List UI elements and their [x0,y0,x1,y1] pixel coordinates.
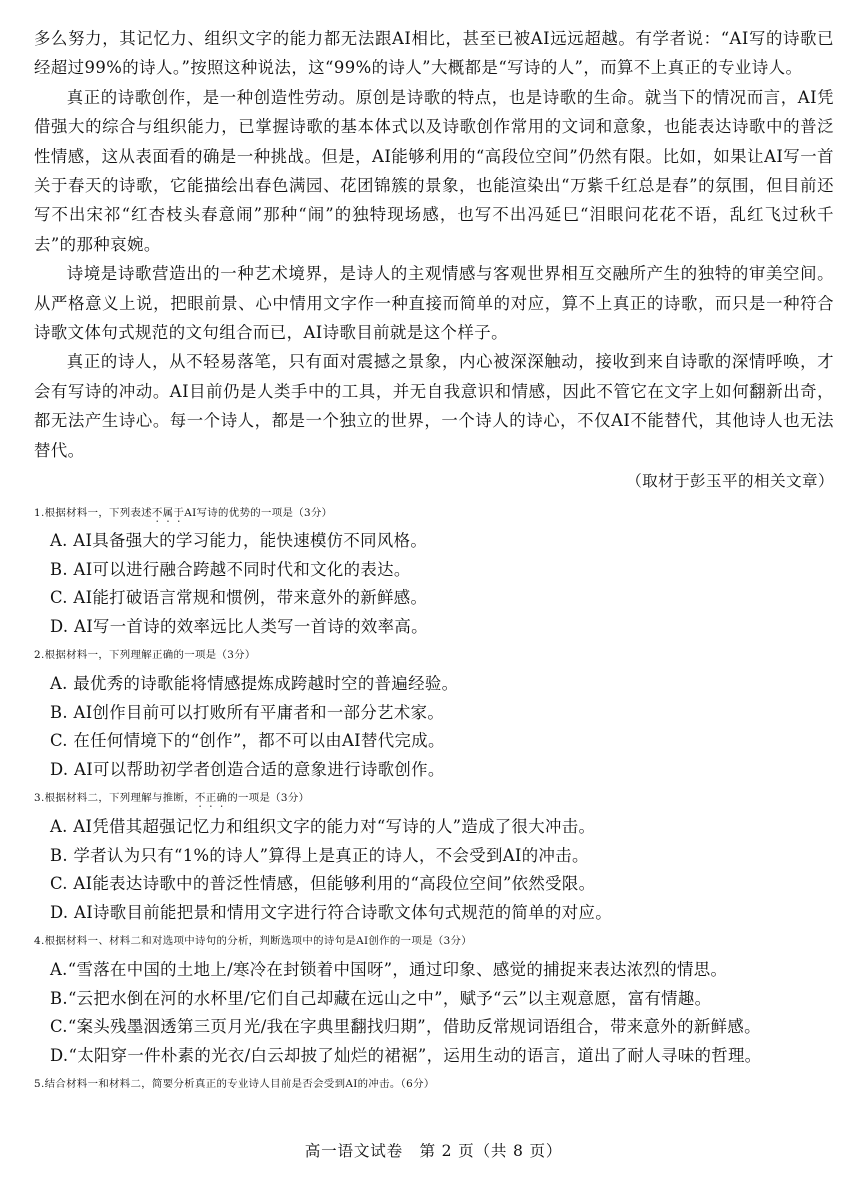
option-a: A. 最优秀的诗歌能将情感提炼成跨越时空的普遍经验。 [50,674,459,694]
question-5 [34,1070,834,1099]
question-stem: 4.根据材料一、材料二和对选项中诗句的分析，判断选项中的诗句是AI创作的一项是（3分） [34,935,473,948]
option-c: C. AI能表达诗歌中的普泛性情感，但能够利用的“高段位空间”依然受限。 [50,874,596,894]
option-b: B. AI创作目前可以打败所有平庸者和一部分艺术家。 [50,702,445,722]
stem-text: AI写诗的优势的一项是（3分） [184,506,333,519]
option-a: A.“雪落在中国的土地上/寒冷在封锁着中国呀”，通过印象、感觉的捕捉来表达浓烈的情思。 [50,960,728,979]
option-c: C. AI能打破语言常规和惯例，带来意外的新鲜感。 [50,588,428,608]
option-b: B.“云把水倒在河的水杯里/它们自己却藏在远山之中”，赋予“云”以主观意愿，富有情趣。 [50,988,712,1008]
question-4 [34,927,834,1070]
question-stem [34,784,834,813]
option-c: C.“案头残墨洇透第三页月光/我在字典里翻找归期”，借助反常规词语组合，带来意外的新鲜感。 [50,1017,761,1037]
page-footer: 高一语文试卷 第 2 页（共 8 页） [304,1142,563,1160]
paragraph-continued: 多么努力，其记忆力、组织文字的能力都无法跟AI相比，甚至已被AI远远超越。有学者说：“AI写的诗歌已经超过99%的诗人。”按照这种说法，这“99%的诗人”大概都是“写诗的人”，而算不上真正的专业诗人。 [34,29,834,78]
option-d: D. AI写一首诗的效率远比人类写一首诗的效率高。 [50,616,428,636]
option-c: C. 在任何情境下的“创作”，都不可以由AI替代完成。 [50,731,445,751]
paragraph-poetry-creation: 真正的诗歌创作，是一种创造性劳动。原创是诗歌的特点，也是诗歌的生命。就当下的情况而言，AI凭借强大的综合与组织能力，已掌握诗歌的基本体式以及诗歌创作常用的文词和意象，也能表达诗歌中的普泛性情感，这从表面看的确是一种挑战。但是，AI能够利用的“高段位空间”仍然有限。比如，如果让AI写一首关于春天的诗歌，它能描绘出春色满园、花团锦簇的景象，也能渲染出“万紫千红总是春”的氛围，但目前还写不出宋祁“红杏枝头春意闹”那种“闹”的独特现场感，也写不出冯延巳“泪眼问花花不语，乱红飞过秋千去”的那种哀婉。 [34,87,834,254]
stem-emphasis: 不正确 [194,792,228,805]
option-b: B. 学者认为只有“1%的诗人”算得上是真正的诗人，不会受到AI的冲击。 [50,845,589,865]
question-stem: 5.结合材料一和材料二，简要分析真正的专业诗人目前是否会受到AI的冲击。（6分） [34,1078,435,1091]
stem-emphasis: 不属于 [152,506,185,519]
stem-text: 1.根据材料一，下列表述 [34,506,153,519]
option-b: B. AI可以进行融合跨越不同时代和文化的表达。 [50,559,411,579]
option-a: A. AI具备强大的学习能力，能快速模仿不同风格。 [50,531,428,551]
paragraph-poetic-realm: 诗境是诗歌营造出的一种艺术境界，是诗人的主观情感与客观世界相互交融所产生的独特的审美空间。从严格意义上说，把眼前景、心中情用文字作一种直接而简单的对应，算不上真正的诗歌，而只是一种符合诗歌文体句式规范的文句组合而已，AI诗歌目前就是这个样子。 [34,264,834,343]
question-stem: 2.根据材料一，下列理解正确的一项是（3分） [34,649,256,662]
option-a: A. AI凭借其超强记忆力和组织文字的能力对“写诗的人”造成了很大冲击。 [50,817,596,837]
question-2 [34,641,834,784]
stem-text: 的一项是（3分） [227,792,310,805]
option-d: D. AI诗歌目前能把景和情用文字进行符合诗歌文体句式规范的简单的对应。 [50,902,612,922]
option-d: D. AI可以帮助初学者创造合适的意象进行诗歌创作。 [50,759,445,779]
stem-text: 3.根据材料二，下列理解与推断， [34,792,195,805]
paragraph-true-poet: 真正的诗人，从不轻易落笔，只有面对震撼之景象，内心被深深触动，接收到来自诗歌的深情呼唤，才会有写诗的冲动。AI目前仍是人类手中的工具，并无自我意识和情感，因此不管它在文字上如何翻新出奇，都无法产生诗心。每一个诗人，都是一个独立的世界，一个诗人的诗心，不仅AI不能替代，其他诗人也无法替代。 [34,352,834,460]
question-3 [34,784,834,927]
question-1 [34,499,834,642]
option-d: D.“太阳穿一件朴素的光衣/白云却披了灿烂的裙裾”，运用生动的语言，道出了耐人寻味的哲理。 [50,1045,762,1065]
question-stem [34,499,834,528]
source-citation: （取材于彭玉平的相关文章） [626,472,834,491]
exam-page [34,24,834,1099]
